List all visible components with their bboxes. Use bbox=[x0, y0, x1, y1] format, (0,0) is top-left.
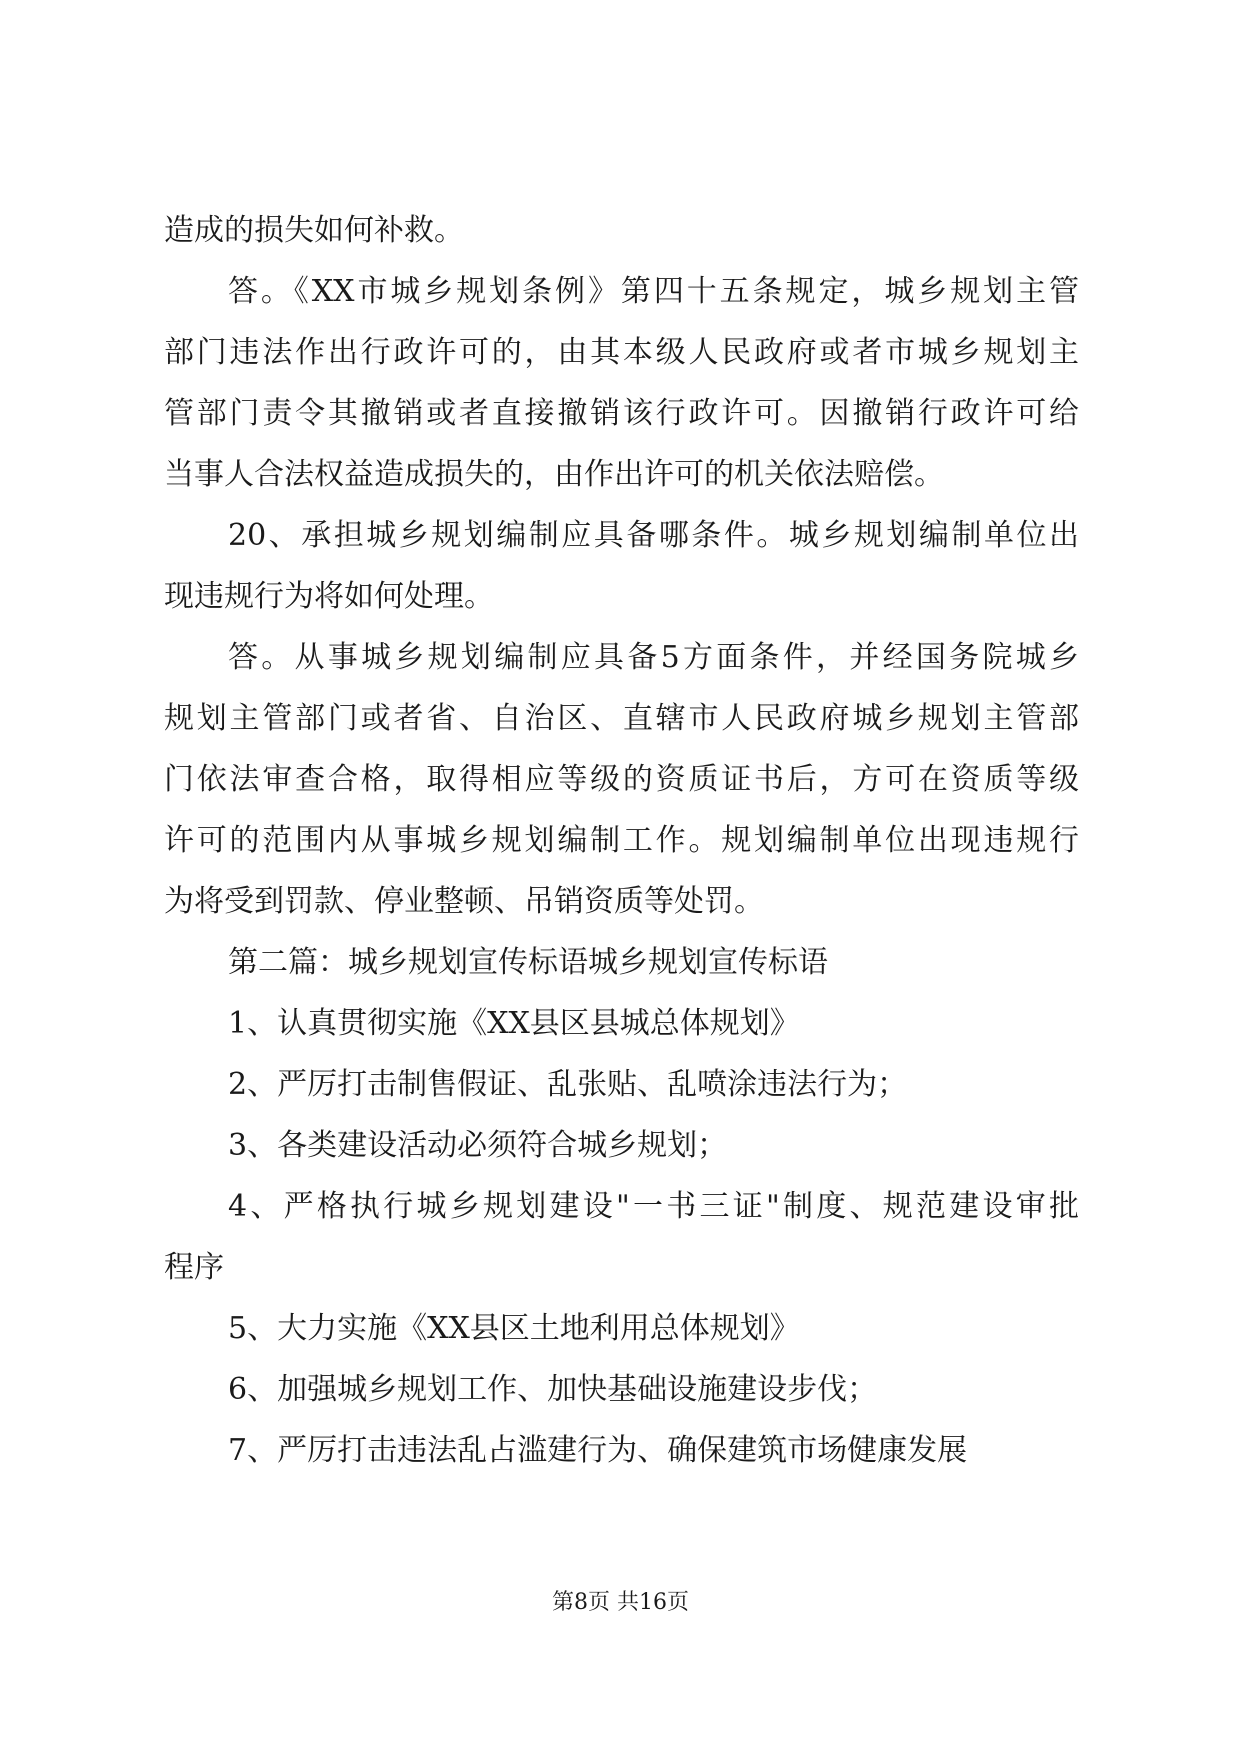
list-item: 7、严厉打击违法乱占滥建行为、确保建筑市场健康发展 bbox=[228, 1433, 968, 1468]
document-body bbox=[164, 200, 1079, 1481]
text-line: 为将受到罚款、停业整顿、吊销资质等处罚。 bbox=[164, 884, 764, 919]
text-line: 规划主管部门或者省、自治区、直辖市人民政府城乡规划主管部 bbox=[164, 701, 1079, 736]
text-line: 造成的损失如何补救。 bbox=[164, 213, 464, 248]
text-line: 门依法审查合格，取得相应等级的资质证书后，方可在资质等级 bbox=[164, 762, 1079, 797]
text-line: 答。从事城乡规划编制应具备5方面条件，并经国务院城乡 bbox=[228, 640, 1079, 675]
page-number-footer: 第8页 共16页 bbox=[552, 1590, 689, 1615]
section-heading: 第二篇：城乡规划宣传标语城乡规划宣传标语 bbox=[228, 945, 828, 980]
text-line: 当事人合法权益造成损失的，由作出许可的机关依法赔偿。 bbox=[164, 457, 944, 492]
text-line: 部门违法作出行政许可的，由其本级人民政府或者市城乡规划主 bbox=[164, 335, 1079, 370]
text-line: 20、承担城乡规划编制应具备哪条件。城乡规划编制单位出 bbox=[228, 518, 1079, 553]
text-line: 答。《XX市城乡规划条例》第四十五条规定，城乡规划主管 bbox=[228, 274, 1079, 309]
text-line: 许可的范围内从事城乡规划编制工作。规划编制单位出现违规行 bbox=[164, 823, 1079, 858]
list-item: 5、大力实施《XX县区土地利用总体规划》 bbox=[228, 1311, 800, 1346]
list-item: 2、严厉打击制售假证、乱张贴、乱喷涂违法行为； bbox=[228, 1067, 908, 1102]
list-item: 6、加强城乡规划工作、加快基础设施建设步伐； bbox=[228, 1372, 878, 1407]
text-line: 管部门责令其撤销或者直接撤销该行政许可。因撤销行政许可给 bbox=[164, 396, 1079, 431]
list-item: 3、各类建设活动必须符合城乡规划； bbox=[228, 1128, 728, 1163]
list-item-continuation: 程序 bbox=[164, 1250, 224, 1285]
list-item: 4、严格执行城乡规划建设"一书三证"制度、规范建设审批 bbox=[228, 1189, 1079, 1224]
text-line: 现违规行为将如何处理。 bbox=[164, 579, 494, 614]
list-item: 1、认真贯彻实施《XX县区县城总体规划》 bbox=[228, 1006, 800, 1041]
